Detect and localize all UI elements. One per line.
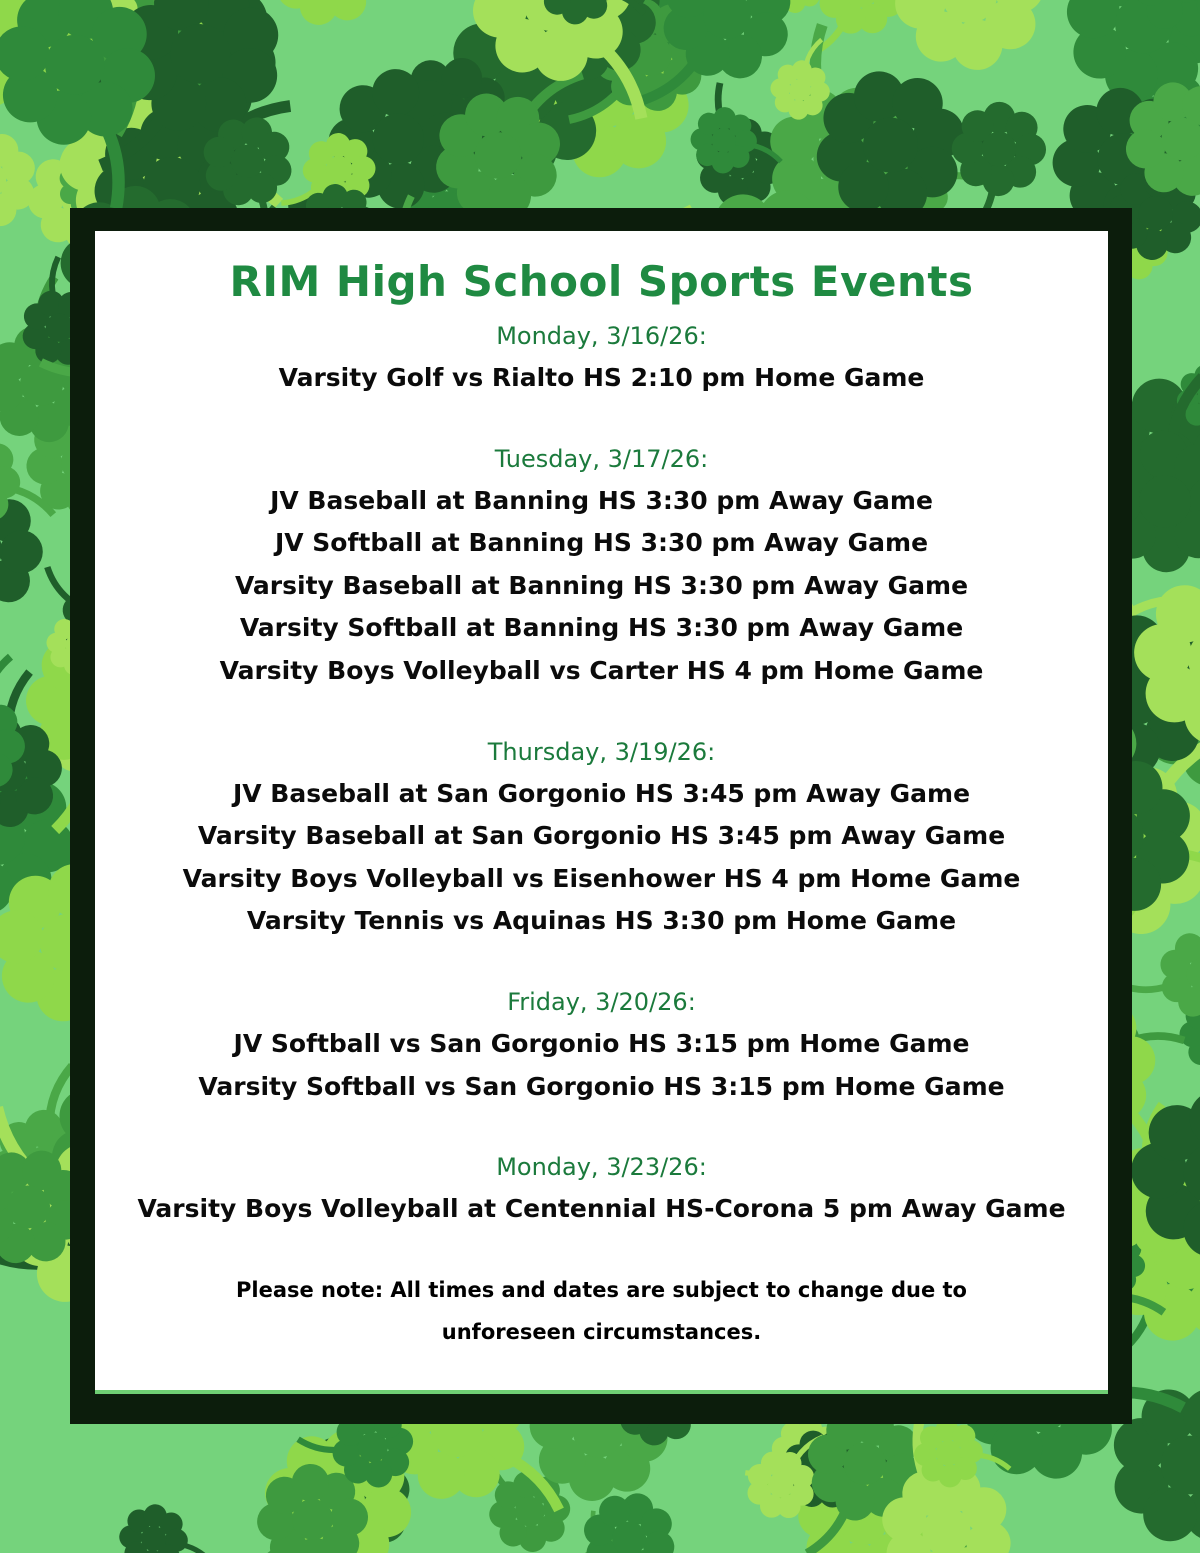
flyer-content xyxy=(95,231,1108,1353)
event-item: Varsity Boys Volleyball vs Eisenhower HS 4 pm Home Game xyxy=(182,863,1021,893)
event-item: JV Softball vs San Gorgonio HS 3:15 pm Home Game xyxy=(233,1028,970,1058)
flyer-title: RIM High School Sports Events xyxy=(229,257,974,306)
event-item: Varsity Tennis vs Aquinas HS 3:30 pm Home Game xyxy=(246,906,957,936)
event-item: Varsity Boys Volleyball at Centennial HS-Corona 5 pm Away Game xyxy=(137,1194,1066,1224)
event-item: Varsity Baseball at Banning HS 3:30 pm Away Game xyxy=(234,570,969,600)
event-item: JV Baseball at Banning HS 3:30 pm Away Game xyxy=(270,485,933,515)
event-item: JV Baseball at San Gorgonio HS 3:45 pm Away Game xyxy=(232,778,971,808)
event-item: Varsity Softball vs San Gorgonio HS 3:15 pm Home Game xyxy=(198,1071,1005,1101)
day-section-monday-3-23 xyxy=(95,1150,1108,1231)
event-item: Varsity Golf vs Rialto HS 2:10 pm Home Game xyxy=(278,363,925,392)
disclaimer-note: Please note: All times and dates are subject to change due to unforeseen circumstances. xyxy=(235,1277,967,1344)
event-item: JV Softball at Banning HS 3:30 pm Away Game xyxy=(274,528,929,558)
day-heading: Tuesday, 3/17/26: xyxy=(494,444,709,473)
event-item: Varsity Boys Volleyball vs Carter HS 4 pm Home Game xyxy=(219,655,984,685)
day-heading: Monday, 3/23/26: xyxy=(496,1153,707,1182)
event-item: Varsity Softball at Banning HS 3:30 pm Away Game xyxy=(239,613,964,643)
day-heading: Monday, 3/16/26: xyxy=(496,322,707,350)
event-item: Varsity Baseball at San Gorgonio HS 3:45 pm Away Game xyxy=(197,821,1006,851)
day-section-monday-3-16 xyxy=(95,319,1108,400)
day-heading: Thursday, 3/19/26: xyxy=(487,737,716,766)
day-section-friday-3-20 xyxy=(95,985,1108,1108)
flyer-panel xyxy=(95,231,1108,1394)
day-section-tuesday-3-17 xyxy=(95,442,1108,693)
day-heading: Friday, 3/20/26: xyxy=(507,987,696,1016)
day-section-thursday-3-19 xyxy=(95,735,1108,943)
